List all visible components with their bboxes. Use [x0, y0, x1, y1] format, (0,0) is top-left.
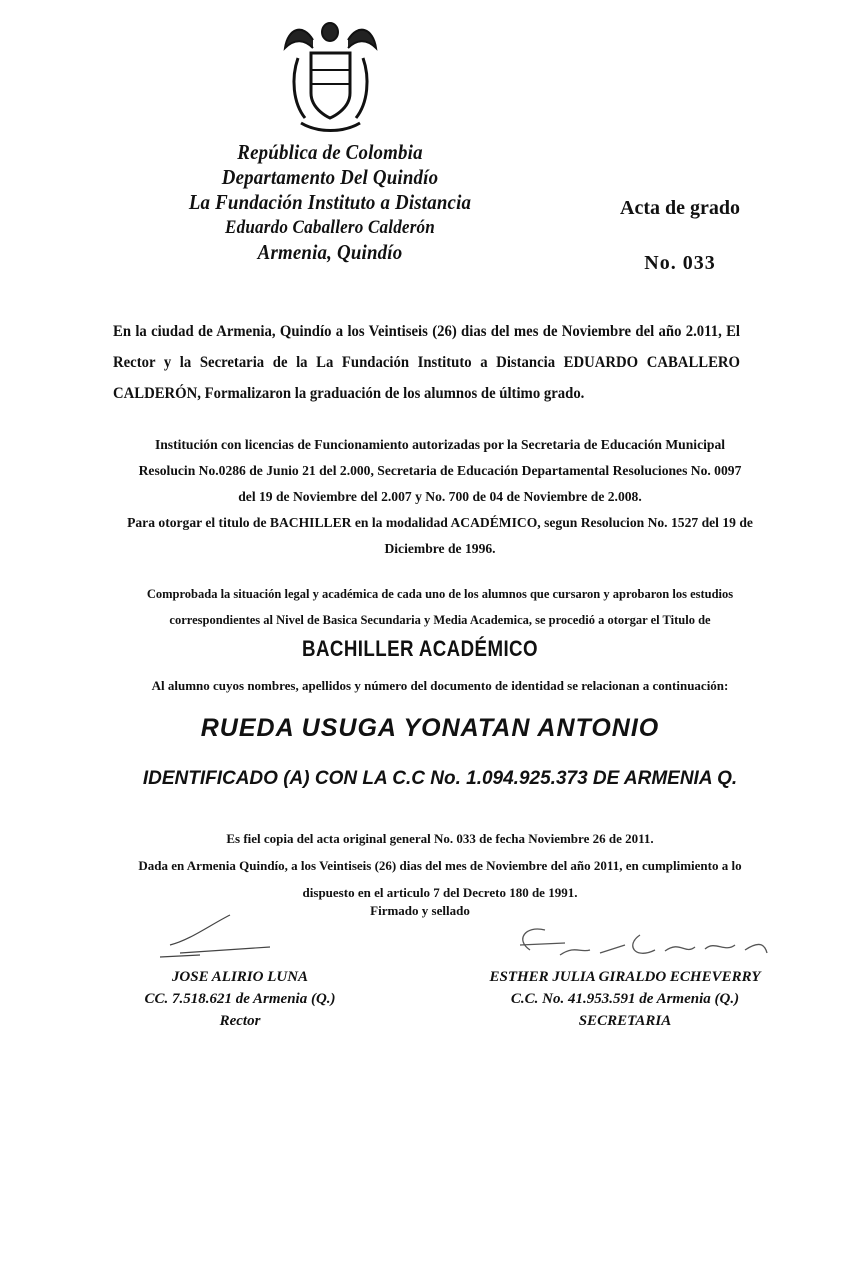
licenses-line: del 19 de Noviembre del 2.007 y No. 700 de 04 de Noviembre de 2.008. — [238, 489, 642, 504]
student-name: RUEDA USUGA YONATAN ANTONIO — [200, 714, 660, 742]
licenses-line: Diciembre de 1996. — [384, 541, 496, 556]
student-id: IDENTIFICADO (A) CON LA C.C No. 1.094.925.373 DE ARMENIA Q. — [142, 768, 738, 789]
degree-title: BACHILLER ACADÉMICO — [302, 636, 538, 661]
rector-signature-icon — [140, 905, 300, 965]
copy-paragraph — [95, 825, 785, 906]
secretary-id: C.C. No. 41.953.591 de Armenia (Q.) — [510, 991, 740, 1007]
city-name: Armenia, Quindío — [257, 240, 403, 264]
rector-role: Rector — [219, 1013, 261, 1029]
secretary-role: SECRETARIA — [578, 1013, 672, 1029]
licenses-line: Para otorgar el titulo de BACHILLER en la modalidad ACADÉMICO, segun Resolucion No. 1527 del 19 de — [127, 515, 753, 530]
licenses-line: Resolucin No.0286 de Junio 21 del 2.000, Secretaria de Educación Departamental Resoluciones No. 0097 — [138, 463, 742, 478]
alumno-intro: Al alumno cuyos nombres, apellidos y número del documento de identidad se relacionan a continuación: — [151, 678, 729, 693]
country-name: República de Colombia — [237, 140, 423, 164]
acta-title: Acta de grado — [620, 197, 740, 219]
rector-id: CC. 7.518.621 de Armenia (Q.) — [144, 991, 336, 1007]
department-name: Departamento Del Quindío — [221, 165, 439, 189]
intro-paragraph: En la ciudad de Armenia, Quindío a los Veintiseis (26) dias del mes de Noviembre del año 2.011, El Rector y la Secretaria de la La Fundación Instituto a Distancia EDUARDO CABALLERO CALDERÓN, Formalizaron la graduación de los alumnos de último grado. — [113, 323, 740, 402]
proof-line: Comprobada la situación legal y académica de cada uno de los alumnos que cursaron y aprobaron los estudios — [146, 587, 734, 601]
rector-name: JOSE ALIRIO LUNA — [171, 969, 309, 985]
secretary-name: ESTHER JULIA GIRALDO ECHEVERRY — [489, 969, 761, 985]
institution-header — [150, 140, 510, 265]
licenses-paragraph — [95, 432, 785, 562]
secretary-block — [470, 966, 780, 1032]
proof-line: correspondientes al Nivel de Basica Secundaria y Media Academica, se procedió a otorgar el Titulo de — [169, 613, 711, 627]
acta-number: No. 033 — [644, 252, 716, 274]
copy-line: Es fiel copia del acta original general No. 033 de fecha Noviembre 26 de 2011. — [226, 831, 654, 846]
coat-of-arms-icon — [283, 18, 378, 136]
licenses-line: Institución con licencias de Funcionamiento autorizadas por la Secretaria de Educación Municipal — [154, 437, 726, 452]
secretary-signature-icon — [505, 915, 775, 970]
copy-line: dispuesto en el articulo 7 del Decreto 180 de 1991. — [302, 885, 578, 900]
rector-block — [115, 966, 365, 1032]
institution-name: Eduardo Caballero Calderón — [225, 217, 435, 238]
signed-label: Firmado y sellado — [370, 903, 470, 918]
proof-paragraph — [110, 581, 770, 633]
institution-line: La Fundación Instituto a Distancia — [188, 190, 472, 214]
copy-line: Dada en Armenia Quindío, a los Veintiseis (26) dias del mes de Noviembre del año 2011, en cumplimiento a lo — [138, 858, 742, 873]
